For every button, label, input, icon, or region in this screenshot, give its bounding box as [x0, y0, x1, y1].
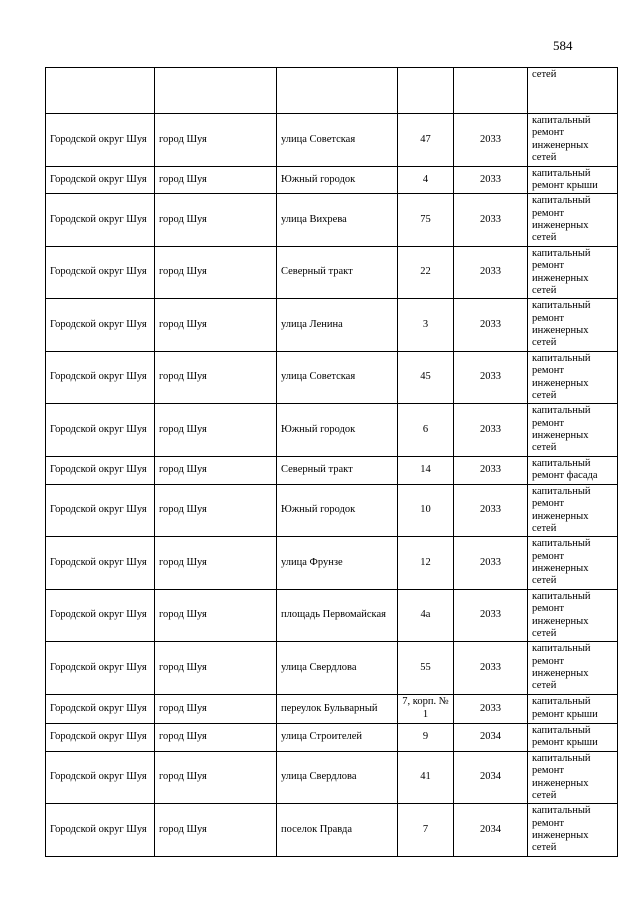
year-cell: 2033 — [454, 484, 528, 537]
house-number-cell: 3 — [398, 299, 454, 352]
house-number-cell: 10 — [398, 484, 454, 537]
street-cell: площадь Первомайская — [277, 589, 398, 642]
settlement-cell: город Шуя — [155, 299, 277, 352]
municipality-cell: Городской округ Шуя — [46, 404, 155, 457]
municipality-cell: Городской округ Шуя — [46, 299, 155, 352]
year-cell: 2033 — [454, 456, 528, 484]
street-cell: Южный городок — [277, 484, 398, 537]
municipality-cell: Городской округ Шуя — [46, 804, 155, 857]
year-cell: 2033 — [454, 694, 528, 723]
table-row — [46, 751, 618, 804]
house-number-cell: 9 — [398, 723, 454, 751]
table-row — [46, 194, 618, 247]
house-number-cell: 45 — [398, 351, 454, 404]
municipality-cell: Городской округ Шуя — [46, 114, 155, 167]
street-cell: переулок Бульварный — [277, 694, 398, 723]
table-row — [46, 404, 618, 457]
work-type-cell: сетей — [528, 68, 618, 114]
street-cell: улица Свердлова — [277, 751, 398, 804]
settlement-cell: город Шуя — [155, 194, 277, 247]
year-cell: 2034 — [454, 804, 528, 857]
settlement-cell: город Шуя — [155, 723, 277, 751]
table-row — [46, 723, 618, 751]
table-row — [46, 166, 618, 194]
work-type-cell: капитальный ремонт инженерных сетей — [528, 804, 618, 857]
table-row — [46, 694, 618, 723]
municipality-cell: Городской округ Шуя — [46, 642, 155, 695]
work-type-cell: капитальный ремонт инженерных сетей — [528, 589, 618, 642]
work-type-cell: капитальный ремонт инженерных сетей — [528, 751, 618, 804]
table-row — [46, 589, 618, 642]
year-cell: 2033 — [454, 114, 528, 167]
table-row — [46, 804, 618, 857]
house-number-cell: 6 — [398, 404, 454, 457]
house-number-cell: 4 — [398, 166, 454, 194]
house-number-cell — [398, 68, 454, 114]
street-cell: Южный городок — [277, 404, 398, 457]
street-cell: Северный тракт — [277, 246, 398, 299]
table-row — [46, 456, 618, 484]
settlement-cell: город Шуя — [155, 694, 277, 723]
work-type-cell: капитальный ремонт инженерных сетей — [528, 114, 618, 167]
house-number-cell: 14 — [398, 456, 454, 484]
year-cell: 2034 — [454, 751, 528, 804]
work-type-cell: капитальный ремонт инженерных сетей — [528, 351, 618, 404]
house-number-cell: 7, корп. № 1 — [398, 694, 454, 723]
year-cell: 2033 — [454, 537, 528, 590]
settlement-cell: город Шуя — [155, 484, 277, 537]
municipality-cell: Городской округ Шуя — [46, 694, 155, 723]
street-cell: улица Вихрева — [277, 194, 398, 247]
table-row — [46, 642, 618, 695]
municipality-cell: Городской округ Шуя — [46, 194, 155, 247]
table-row — [46, 351, 618, 404]
settlement-cell: город Шуя — [155, 456, 277, 484]
work-type-cell: капитальный ремонт инженерных сетей — [528, 484, 618, 537]
municipality-cell: Городской округ Шуя — [46, 537, 155, 590]
street-cell: улица Советская — [277, 114, 398, 167]
year-cell: 2033 — [454, 589, 528, 642]
work-type-cell: капитальный ремонт инженерных сетей — [528, 246, 618, 299]
table-row — [46, 299, 618, 352]
work-type-cell: капитальный ремонт фасада — [528, 456, 618, 484]
street-cell: Северный тракт — [277, 456, 398, 484]
settlement-cell: город Шуя — [155, 246, 277, 299]
municipality-cell: Городской округ Шуя — [46, 246, 155, 299]
year-cell: 2033 — [454, 166, 528, 194]
municipality-cell: Городской округ Шуя — [46, 456, 155, 484]
year-cell: 2033 — [454, 194, 528, 247]
municipality-cell: Городской округ Шуя — [46, 723, 155, 751]
work-type-cell: капитальный ремонт крыши — [528, 166, 618, 194]
year-cell: 2033 — [454, 404, 528, 457]
work-type-cell: капитальный ремонт инженерных сетей — [528, 194, 618, 247]
page-number: 584 — [553, 38, 573, 53]
settlement-cell: город Шуя — [155, 589, 277, 642]
table-row — [46, 114, 618, 167]
year-cell: 2034 — [454, 723, 528, 751]
table-row-partial — [46, 68, 618, 114]
work-type-cell: капитальный ремонт крыши — [528, 723, 618, 751]
housing-repair-table — [45, 67, 618, 857]
year-cell: 2033 — [454, 351, 528, 404]
year-cell — [454, 68, 528, 114]
municipality-cell — [46, 68, 155, 114]
house-number-cell: 12 — [398, 537, 454, 590]
house-number-cell: 47 — [398, 114, 454, 167]
settlement-cell: город Шуя — [155, 351, 277, 404]
street-cell: улица Фрунзе — [277, 537, 398, 590]
table-row — [46, 246, 618, 299]
settlement-cell: город Шуя — [155, 114, 277, 167]
house-number-cell: 75 — [398, 194, 454, 247]
work-type-cell: капитальный ремонт инженерных сетей — [528, 404, 618, 457]
table-row — [46, 537, 618, 590]
municipality-cell: Городской округ Шуя — [46, 166, 155, 194]
settlement-cell: город Шуя — [155, 642, 277, 695]
street-cell: улица Советская — [277, 351, 398, 404]
settlement-cell — [155, 68, 277, 114]
house-number-cell: 4а — [398, 589, 454, 642]
settlement-cell: город Шуя — [155, 751, 277, 804]
year-cell: 2033 — [454, 642, 528, 695]
settlement-cell: город Шуя — [155, 166, 277, 194]
work-type-cell: капитальный ремонт инженерных сетей — [528, 537, 618, 590]
municipality-cell: Городской округ Шуя — [46, 351, 155, 404]
settlement-cell: город Шуя — [155, 404, 277, 457]
year-cell: 2033 — [454, 246, 528, 299]
municipality-cell: Городской округ Шуя — [46, 751, 155, 804]
house-number-cell: 7 — [398, 804, 454, 857]
year-cell: 2033 — [454, 299, 528, 352]
street-cell — [277, 68, 398, 114]
settlement-cell: город Шуя — [155, 804, 277, 857]
street-cell: улица Ленина — [277, 299, 398, 352]
street-cell: Южный городок — [277, 166, 398, 194]
house-number-cell: 22 — [398, 246, 454, 299]
work-type-cell: капитальный ремонт крыши — [528, 694, 618, 723]
house-number-cell: 55 — [398, 642, 454, 695]
street-cell: улица Строителей — [277, 723, 398, 751]
work-type-cell: капитальный ремонт инженерных сетей — [528, 642, 618, 695]
work-type-cell: капитальный ремонт инженерных сетей — [528, 299, 618, 352]
table-row — [46, 484, 618, 537]
street-cell: улица Свердлова — [277, 642, 398, 695]
municipality-cell: Городской округ Шуя — [46, 484, 155, 537]
settlement-cell: город Шуя — [155, 537, 277, 590]
house-number-cell: 41 — [398, 751, 454, 804]
street-cell: поселок Правда — [277, 804, 398, 857]
municipality-cell: Городской округ Шуя — [46, 589, 155, 642]
